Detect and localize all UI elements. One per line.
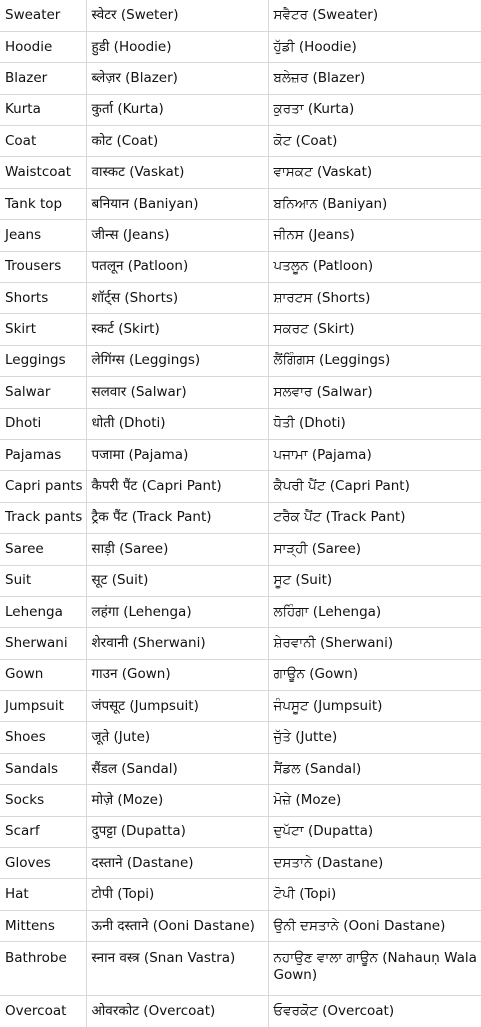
hindi-cell: पतलून (Patloon) (86, 251, 268, 282)
table-row (0, 502, 481, 533)
english-cell: Track pants (0, 502, 86, 533)
english-cell: Waistcoat (0, 157, 86, 188)
english-cell: Shorts (0, 283, 86, 314)
hindi-cell: ट्रैक पैंट (Track Pant) (86, 502, 268, 533)
punjabi-cell: ਦੁਪੱਟਾ (Dupatta) (268, 816, 481, 847)
punjabi-cell: ਸਲਵਾਰ (Salwar) (268, 377, 481, 408)
punjabi-cell: ਲਹਿੰਗਾ (Lehenga) (268, 596, 481, 627)
punjabi-cell: ਉਨੀ ਦਸਤਾਨੇ (Ooni Dastane) (268, 910, 481, 941)
table-row (0, 188, 481, 219)
table-row (0, 942, 481, 996)
table-row (0, 94, 481, 125)
english-cell: Salwar (0, 377, 86, 408)
hindi-cell: स्वेटर (Sweter) (86, 0, 268, 31)
english-cell: Sweater (0, 0, 86, 31)
hindi-cell: दुपट्टा (Dupatta) (86, 816, 268, 847)
punjabi-cell: ਟਰੈਕ ਪੈਂਟ (Track Pant) (268, 502, 481, 533)
table-row (0, 691, 481, 722)
table-row (0, 910, 481, 941)
hindi-cell: ब्लेज़र (Blazer) (86, 63, 268, 94)
table-row (0, 283, 481, 314)
english-cell: Dhoti (0, 408, 86, 439)
table-row (0, 63, 481, 94)
punjabi-cell: ਪਜਾਮਾ (Pajama) (268, 439, 481, 470)
hindi-cell: शेरवानी (Sherwani) (86, 628, 268, 659)
punjabi-cell: ਜੰਪਸੂਟ (Jumpsuit) (268, 691, 481, 722)
table-row (0, 722, 481, 753)
table-row (0, 848, 481, 879)
hindi-cell: वास्कट (Vaskat) (86, 157, 268, 188)
english-cell: Saree (0, 534, 86, 565)
hindi-cell: सैंडल (Sandal) (86, 753, 268, 784)
punjabi-cell: ਹੁੱਡੀ (Hoodie) (268, 31, 481, 62)
punjabi-cell: ਕੋਟ (Coat) (268, 126, 481, 157)
punjabi-cell: ਸ਼ੇਰਵਾਨੀ (Sherwani) (268, 628, 481, 659)
english-cell: Suit (0, 565, 86, 596)
english-cell: Leggings (0, 345, 86, 376)
hindi-cell: टोपी (Topi) (86, 879, 268, 910)
punjabi-cell: ਬਲੇਜ਼ਰ (Blazer) (268, 63, 481, 94)
hindi-cell: स्नान वस्त्र (Snan Vastra) (86, 942, 268, 996)
english-cell: Jeans (0, 220, 86, 251)
punjabi-cell: ਬਨਿਆਨ (Baniyan) (268, 188, 481, 219)
english-cell: Jumpsuit (0, 691, 86, 722)
table-row (0, 408, 481, 439)
hindi-cell: लहंगा (Lehenga) (86, 596, 268, 627)
english-cell: Scarf (0, 816, 86, 847)
english-cell: Gown (0, 659, 86, 690)
table-row (0, 753, 481, 784)
english-cell: Socks (0, 785, 86, 816)
table-row (0, 596, 481, 627)
hindi-cell: कोट (Coat) (86, 126, 268, 157)
table-row (0, 996, 481, 1027)
punjabi-cell: ਗਾਊਨ (Gown) (268, 659, 481, 690)
english-cell: Mittens (0, 910, 86, 941)
hindi-cell: स्कर्ट (Skirt) (86, 314, 268, 345)
english-cell: Shoes (0, 722, 86, 753)
punjabi-cell: ਕੁਰਤਾ (Kurta) (268, 94, 481, 125)
punjabi-cell: ਓਵਰਕੋਟ (Overcoat) (268, 996, 481, 1027)
table-row (0, 220, 481, 251)
table-row (0, 0, 481, 31)
table-row (0, 157, 481, 188)
table-row (0, 314, 481, 345)
punjabi-cell: ਨਹਾਉਣ ਵਾਲਾ ਗਾਊਨ (Nahauṇ Wala Gown) (268, 942, 481, 996)
table-row (0, 659, 481, 690)
hindi-cell: जंपसूट (Jumpsuit) (86, 691, 268, 722)
punjabi-cell: ਪਤਲੂਨ (Patloon) (268, 251, 481, 282)
table-row (0, 816, 481, 847)
table-row (0, 251, 481, 282)
hindi-cell: साड़ी (Saree) (86, 534, 268, 565)
english-cell: Coat (0, 126, 86, 157)
punjabi-cell: ਸੂਟ (Suit) (268, 565, 481, 596)
hindi-cell: सलवार (Salwar) (86, 377, 268, 408)
hindi-cell: ओवरकोट (Overcoat) (86, 996, 268, 1027)
english-cell: Kurta (0, 94, 86, 125)
hindi-cell: ऊनी दस्ताने (Ooni Dastane) (86, 910, 268, 941)
english-cell: Hat (0, 879, 86, 910)
hindi-cell: जीन्स (Jeans) (86, 220, 268, 251)
hindi-cell: लेगिंग्स (Leggings) (86, 345, 268, 376)
table-row (0, 879, 481, 910)
hindi-cell: पजामा (Pajama) (86, 439, 268, 470)
table-row (0, 439, 481, 470)
table-row (0, 565, 481, 596)
table-row (0, 377, 481, 408)
hindi-cell: मोज़े (Moze) (86, 785, 268, 816)
hindi-cell: दस्ताने (Dastane) (86, 848, 268, 879)
english-cell: Hoodie (0, 31, 86, 62)
table-row (0, 345, 481, 376)
table-row (0, 126, 481, 157)
english-cell: Gloves (0, 848, 86, 879)
hindi-cell: हुडी (Hoodie) (86, 31, 268, 62)
punjabi-cell: ਸ਼ਾਰਟਸ (Shorts) (268, 283, 481, 314)
english-cell: Bathrobe (0, 942, 86, 996)
hindi-cell: बनियान (Baniyan) (86, 188, 268, 219)
punjabi-cell: ਮੋਜ਼ੇ (Moze) (268, 785, 481, 816)
punjabi-cell: ਕੈਪਰੀ ਪੈਂਟ (Capri Pant) (268, 471, 481, 502)
table-row (0, 785, 481, 816)
punjabi-cell: ਸਾੜ੍ਹੀ (Saree) (268, 534, 481, 565)
english-cell: Tank top (0, 188, 86, 219)
english-cell: Blazer (0, 63, 86, 94)
table-row (0, 471, 481, 502)
hindi-cell: शॉर्ट्स (Shorts) (86, 283, 268, 314)
punjabi-cell: ਸਕਰਟ (Skirt) (268, 314, 481, 345)
punjabi-cell: ਸੈਂਡਲ (Sandal) (268, 753, 481, 784)
english-cell: Sandals (0, 753, 86, 784)
english-cell: Overcoat (5, 1003, 67, 1020)
hindi-cell: गाउन (Gown) (86, 659, 268, 690)
table-row (0, 628, 481, 659)
punjabi-cell: ਜੀਨਸ (Jeans) (268, 220, 481, 251)
punjabi-cell: ਲੈਂਗਿੰਗਸ (Leggings) (268, 345, 481, 376)
table-row (0, 534, 481, 565)
hindi-cell: कैपरी पैंट (Capri Pant) (86, 471, 268, 502)
punjabi-cell: ਦਸਤਾਨੇ (Dastane) (268, 848, 481, 879)
hindi-cell: सूट (Suit) (86, 565, 268, 596)
punjabi-cell: ਜੁੱਤੇ (Jutte) (268, 722, 481, 753)
english-cell: Lehenga (0, 596, 86, 627)
table-row (0, 31, 481, 62)
hindi-cell: धोती (Dhoti) (86, 408, 268, 439)
punjabi-cell: ਧੋਤੀ (Dhoti) (268, 408, 481, 439)
hindi-cell: जूते (Jute) (86, 722, 268, 753)
english-cell: Trousers (0, 251, 86, 282)
punjabi-cell: ਵਾਸਕਟ (Vaskat) (268, 157, 481, 188)
punjabi-cell: ਸਵੈਟਰ (Sweater) (268, 0, 481, 31)
english-cell: Sherwani (0, 628, 86, 659)
hindi-cell: कुर्ता (Kurta) (86, 94, 268, 125)
english-cell: Pajamas (0, 439, 86, 470)
punjabi-cell: ਟੋਪੀ (Topi) (268, 879, 481, 910)
english-cell: Skirt (0, 314, 86, 345)
english-cell: Capri pants (0, 471, 86, 502)
